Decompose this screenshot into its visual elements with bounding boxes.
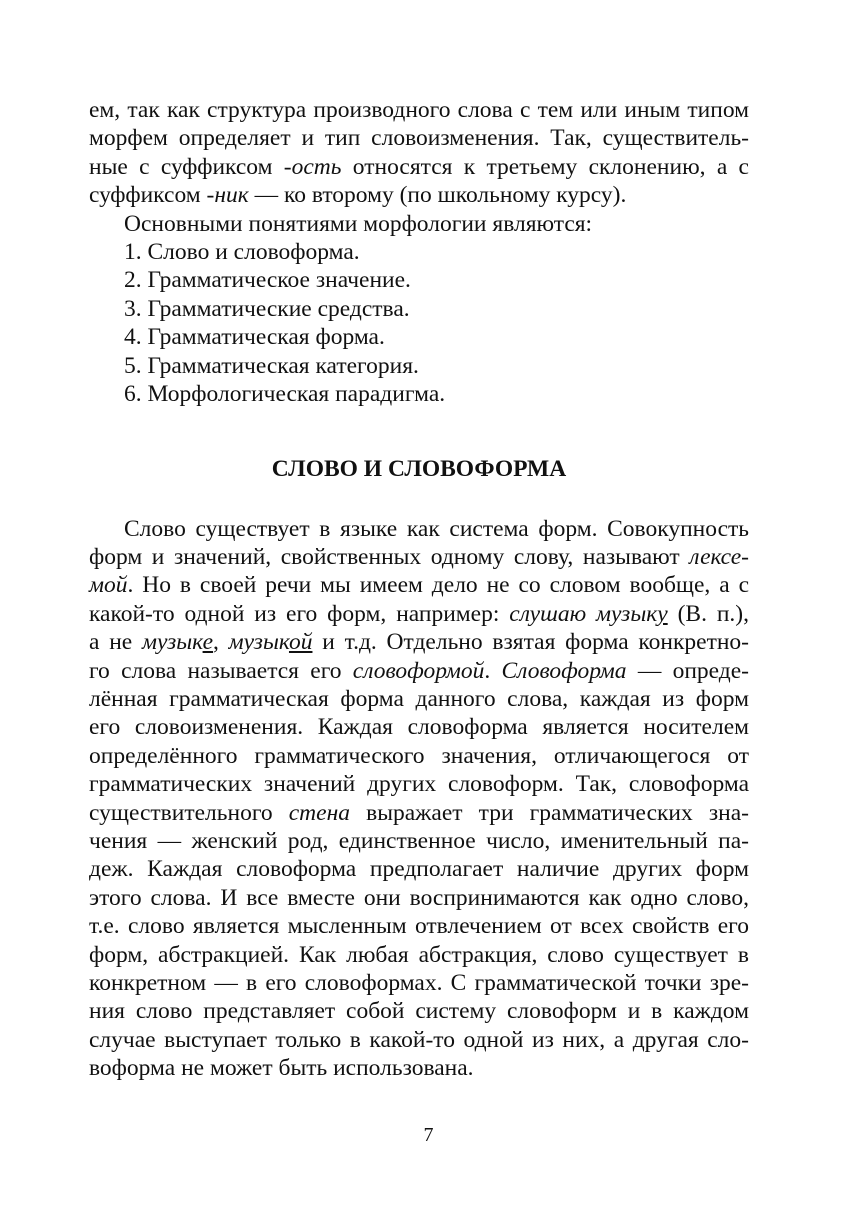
suffix-example: -ость [283,153,342,180]
suffix-example: -ник [206,182,249,209]
body-line: грамматических значений других словоформ. Так, словоформа [89,771,749,798]
body-line: этого слова. И все вместе они воспринимаются как одно слово, [89,884,749,911]
text-run: . Но в своей речи мы имеем дело не со словом вообще, а с [127,572,749,599]
text-run: а не [89,629,142,656]
body-line [89,628,749,656]
text-run: относятся к третьему склонению, а с [341,153,749,180]
body-line [89,600,749,628]
term-italic: Словоформа [501,657,627,684]
list-item: 6. Морфологическая парадигма. [124,380,446,407]
body-line: форм, абстракцией. Как любая абстракция, слово существует в [89,941,749,968]
body-paragraph [89,515,749,1083]
list-item: 1. Слово и словоформа. [124,238,360,265]
text-run: — ко второму (по школьному курсу). [248,182,627,209]
example-italic [229,629,313,655]
concepts-list [89,238,749,408]
section-title: СЛОВО И СЛОВОФОРМА [271,456,567,483]
body-line: воформа не может быть использована. [89,1055,474,1082]
body-line: Слово существует в языке как система форм. Совокупность [124,515,749,542]
text-run: музык [141,629,203,656]
text-run: . [484,657,502,684]
body-line [89,799,749,827]
body-line [89,571,749,599]
term-italic: словоформой [352,657,485,684]
example-italic [509,601,667,627]
body-line [89,543,749,571]
list-item: 5. Грамматическая категория. [124,352,419,379]
text-run: музык [228,629,289,656]
body-line: определённого грамматического значения, отличающегося от [89,742,749,769]
term-italic: лексе- [689,544,749,571]
text-run: , [213,629,229,656]
body-line: случае выступает только в какой-то одной из них, а другая сло- [89,1026,749,1053]
intro-line: морфем определяет и тип словоизменения. Так, существитель- [89,125,749,152]
body-line: чения — женский род, единственное число, именительный па- [89,827,749,854]
text-run: суффиксом [89,182,207,209]
text-run: форм и значений, свойственных одному слову, называют [89,544,690,571]
text-run: — опреде- [626,657,749,684]
term-italic: мой [89,572,128,599]
page-number: 7 [423,1124,434,1146]
text-run: существительного [89,799,289,826]
page-content [89,96,749,1083]
text-run: (В. п.), [667,600,749,627]
text-run: слушаю музык [509,600,658,627]
ending-underlined: е [202,629,214,656]
intro-line [89,181,749,209]
body-line: его словоизменения. Каждая словоформа является носителем [89,714,749,741]
text-run: выражает три грамматических зна- [350,799,749,826]
intro-line [89,153,749,181]
body-line: лённая грамматическая форма данного слова, каждая из форм [89,686,749,713]
intro-line: ем, так как структура производного слова с тем или иным типом [89,97,749,123]
body-line: конкретном — в его словоформах. С грамматической точки зре- [89,969,749,996]
ending-underlined: у [657,600,668,627]
text-run: какой-то одной из его форм, например: [89,600,510,627]
body-line: деж. Каждая словоформа предполагает наличие других форм [89,856,749,883]
example-italic: стена [288,799,350,826]
list-item: 2. Грамматическое значение. [124,267,411,294]
body-line: т.е. слово является мысленным отвлечением от всех свойств его [89,913,749,940]
example-italic [142,629,213,655]
text-run: ные с суффиксом [89,153,284,180]
concepts-intro: Основными понятиями морфологии являются: [124,210,593,237]
body-line: ния слово представляет собой систему словоформ и в каждом [89,998,749,1025]
text-run: и т.д. Отдельно взятая форма конкретно- [312,629,749,656]
body-line [89,657,749,685]
ending-underlined: ой [288,629,313,656]
list-item: 4. Грамматическая форма. [124,324,385,351]
text-run: го слова называется его [89,657,353,684]
list-item: 3. Грамматические средства. [124,295,410,322]
